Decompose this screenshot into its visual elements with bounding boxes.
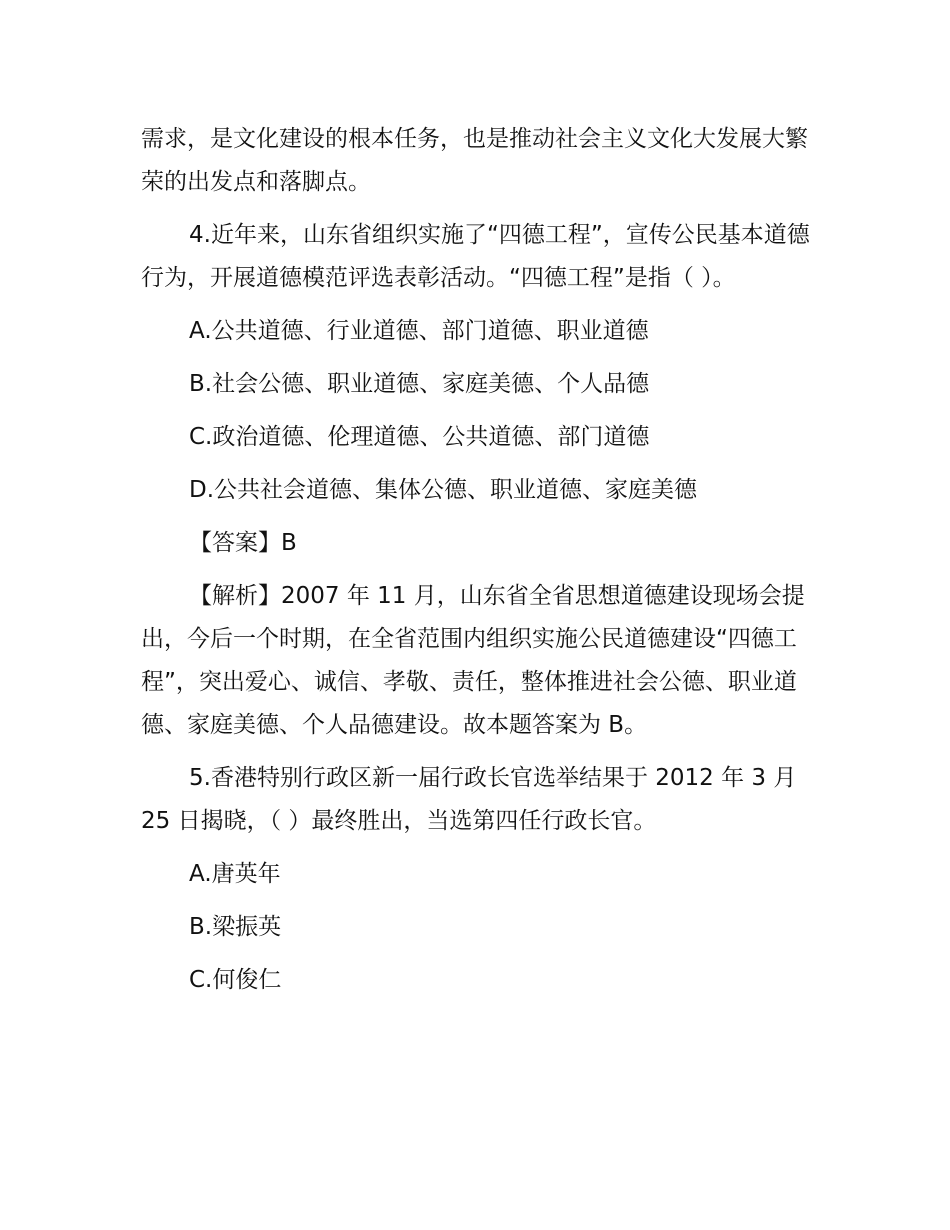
- question-4-option-a: A.公共道德、行业道德、部门道德、职业道德: [189, 318, 649, 344]
- question-4-option-b: B.社会公德、职业道德、家庭美德、个人品德: [189, 371, 650, 397]
- intro-paragraph: 需求，是文化建设的根本任务，也是推动社会主义文化大发展大繁荣的出发点和落脚点。: [141, 126, 808, 195]
- question-4-option-c: C.政治道德、伦理道德、公共道德、部门道德: [189, 424, 650, 450]
- question-5-option-c: C.何俊仁: [189, 967, 282, 993]
- document-body: [141, 118, 811, 1012]
- question-4-answer: 【答案】B: [189, 530, 297, 556]
- question-5-stem: 5.香港特别行政区新一届行政长官选举结果于 2012 年 3 月 25 日揭晓，（ ）最终胜出，当选第四任行政长官。: [141, 765, 797, 834]
- question-4-stem: 4.近年来，山东省组织实施了“四德工程”，宣传公民基本道德行为，开展道德模范评选表彰活动。“四德工程”是指（ ）。: [141, 222, 810, 291]
- question-4-option-d: D.公共社会道德、集体公德、职业道德、家庭美德: [189, 477, 698, 503]
- question-5-option-a: A.唐英年: [189, 861, 281, 887]
- question-5-option-b: B.梁振英: [189, 914, 282, 940]
- question-4-analysis: 【解析】2007 年 11 月，山东省全省思想道德建设现场会提出，今后一个时期，在全省范围内组织实施公民道德建设“四德工程”，突出爱心、诚信、孝敬、责任，整体推进社会公德、职业道德、家庭美德、个人品德建设。故本题答案为 B。: [141, 583, 805, 738]
